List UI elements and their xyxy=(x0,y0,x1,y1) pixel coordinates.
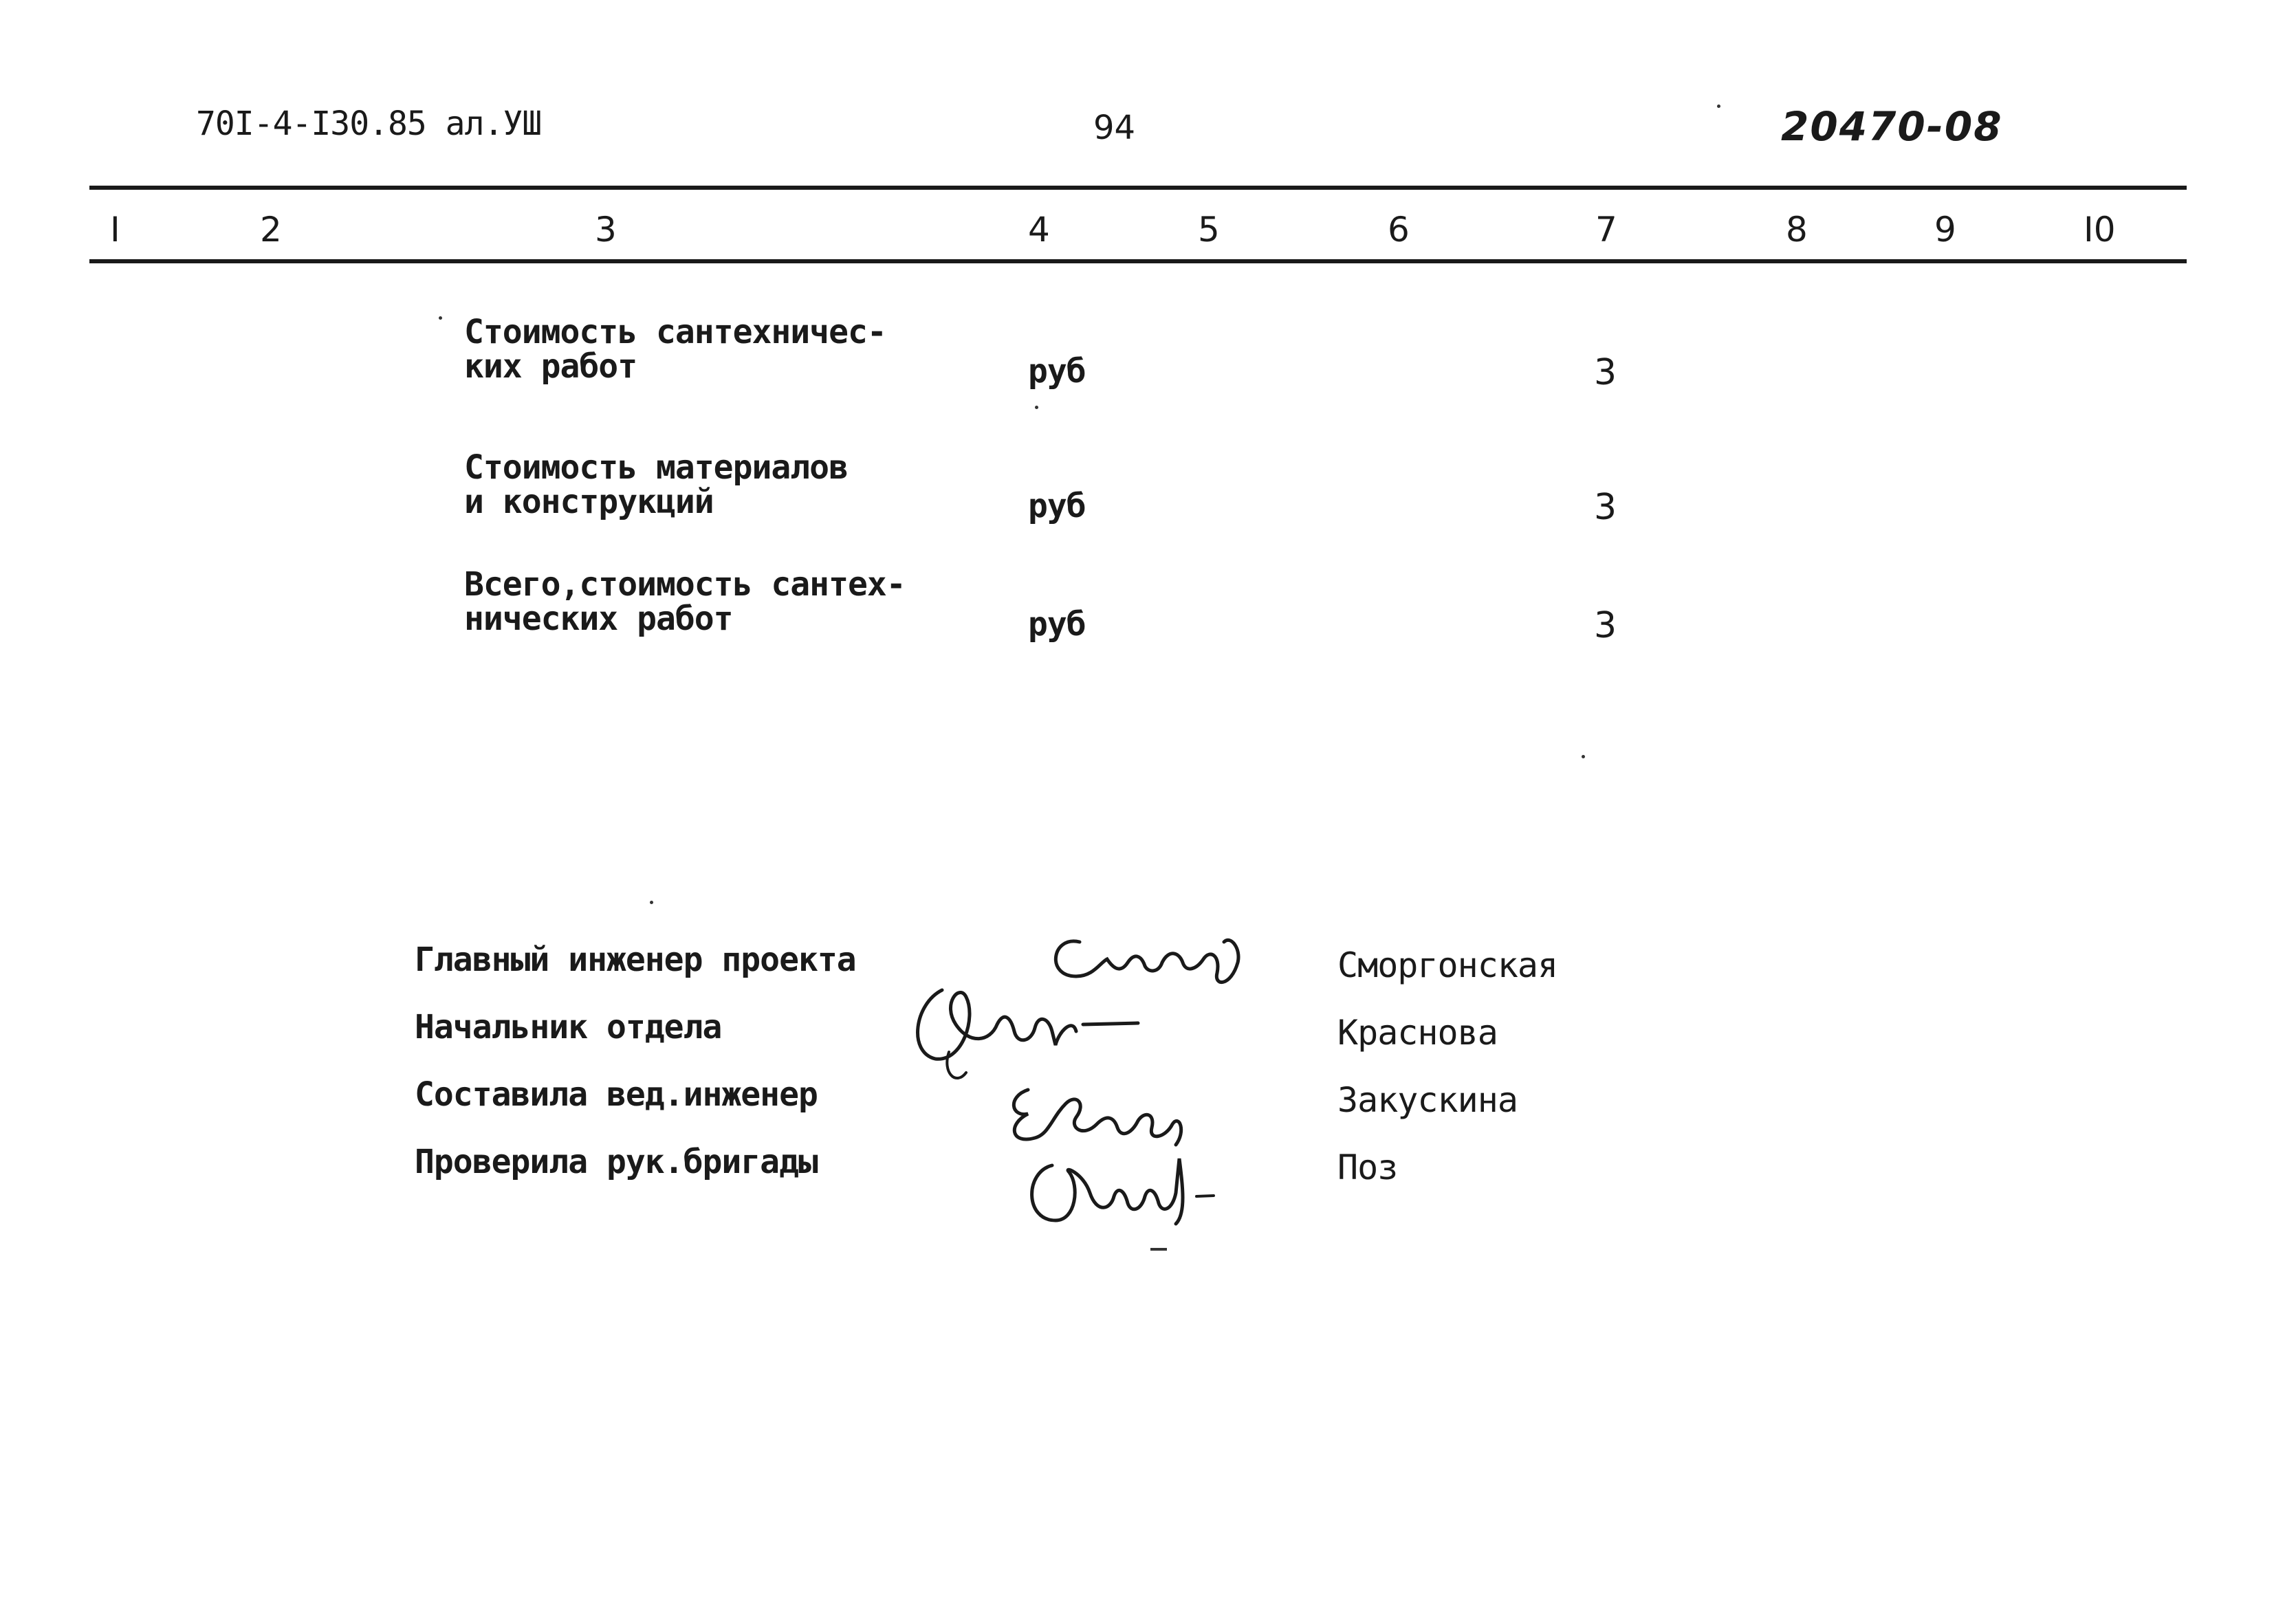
signature-role-department-head: Начальник отдела xyxy=(415,1008,722,1046)
signatory-name-poz: Поз xyxy=(1337,1148,1398,1187)
handwritten-number: 20470-08 xyxy=(1781,103,2003,150)
handwritten-signature-3 xyxy=(1001,1076,1207,1152)
signatory-name-smorgonskaya: Сморгонская xyxy=(1337,945,1558,985)
table-row-3-description xyxy=(464,567,906,636)
scan-speck xyxy=(1582,755,1585,758)
scan-speck xyxy=(1717,105,1720,108)
row-3-description-line-2: нических работ xyxy=(464,600,733,638)
header-top-rule xyxy=(89,186,2187,190)
table-row-3-unit: руб xyxy=(1028,605,1086,644)
column-header-7: 7 xyxy=(1595,210,1617,250)
column-header-6: 6 xyxy=(1388,210,1410,250)
row-1-description-line-2: ких работ xyxy=(464,347,637,386)
table-row-2-column-7: 3 xyxy=(1594,487,1617,528)
scan-speck xyxy=(439,316,442,320)
document-code: 70I-4-I30.85 ал.УШ xyxy=(196,105,542,143)
column-header-5: 5 xyxy=(1198,210,1220,250)
table-row-3-column-7: 3 xyxy=(1594,605,1617,646)
header-bottom-rule xyxy=(89,259,2187,263)
page-number: 94 xyxy=(1093,109,1136,147)
column-header-10: I0 xyxy=(2084,210,2116,250)
column-header-4: 4 xyxy=(1028,210,1050,250)
row-2-description-line-1: Стоимость материалов xyxy=(464,448,848,487)
row-1-description-line-1: Стоимость сантехничес- xyxy=(464,313,886,351)
signature-role-team-lead: Проверила рук.бригады xyxy=(415,1143,818,1181)
signature-role-chief-engineer: Главный инженер проекта xyxy=(415,941,856,979)
row-2-description-line-2: и конструкций xyxy=(464,483,714,521)
table-row-1-column-7: 3 xyxy=(1594,352,1617,393)
column-header-1: I xyxy=(110,210,120,250)
signatory-name-zakuskina: Закускина xyxy=(1337,1080,1518,1120)
row-3-description-line-1: Всего,стоимость сантех- xyxy=(464,565,906,604)
table-row-1-description xyxy=(464,315,886,384)
column-header-2: 2 xyxy=(260,210,282,250)
scan-speck xyxy=(1035,406,1038,409)
table-row-2-unit: руб xyxy=(1028,487,1086,525)
handwritten-signature-4 xyxy=(1021,1145,1241,1234)
table-row-2-description xyxy=(464,450,848,519)
signature-role-lead-engineer: Составила вед.инженер xyxy=(415,1075,818,1114)
stray-dash xyxy=(1150,1248,1167,1251)
scan-speck xyxy=(650,901,653,904)
column-header-8: 8 xyxy=(1786,210,1808,250)
table-row-1-unit: руб xyxy=(1028,352,1086,391)
signatory-name-krasnova: Краснова xyxy=(1337,1013,1498,1053)
column-header-3: 3 xyxy=(595,210,617,250)
column-header-9: 9 xyxy=(1934,210,1956,250)
